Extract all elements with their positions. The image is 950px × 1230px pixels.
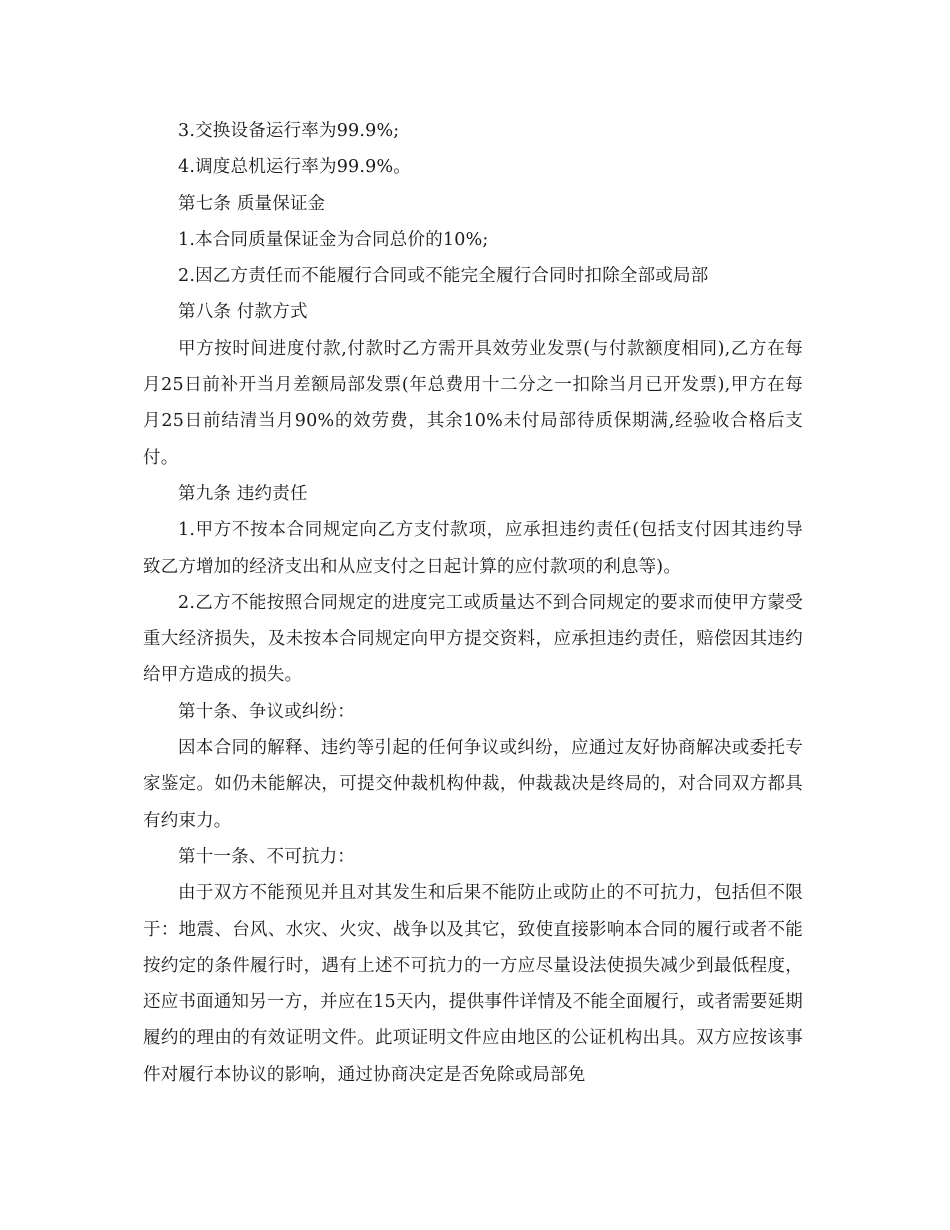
article-7-item-1: 1.本合同质量保证金为合同总价的10%; — [178, 229, 489, 250]
article-7-item-2: 2.因乙方责任而不能履行合同或不能完全履行合同时扣除全部或局部 — [178, 266, 709, 287]
article-9-heading: 第九条 违约责任 — [178, 483, 308, 504]
article-7-heading: 第七条 质量保证金 — [178, 193, 326, 214]
article-8-heading: 第八条 付款方式 — [178, 302, 308, 323]
article-9-item-2: 2.乙方不能按照合同规定的进度完工或质量达不到合同规定的要求而使甲方蒙受重大经济损失，及未按本合同规定向甲方提交资料，应承担违约责任，赔偿因其违约给甲方造成的损失。 — [143, 592, 803, 686]
article-11-heading: 第十一条、不可抗力： — [178, 846, 355, 867]
article-8-body: 甲方按时间进度付款,付款时乙方需开具效劳业发票(与付款额度相同),乙方在每月25日前补开当月差额局部发票(年总费用十二分之一扣除当月已开发票),甲方在每月25日前结清当月90%的效劳费，其余10%未付局部待质保期满,经验收合格后支付。 — [143, 338, 803, 468]
article-10-body: 因本合同的解释、违约等引起的任何争议或纠纷，应通过友好协商解决或委托专家鉴定。如仍未能解决，可提交仲裁机构仲裁，仲裁裁决是终局的，对合同双方都具有约束力。 — [143, 738, 803, 831]
article-9-item-1: 1.甲方不按本合同规定向乙方支付款项，应承担违约责任(包括支付因其违约导致乙方增加的经济支出和从应支付之日起计算的应付款项的利息等)。 — [143, 520, 803, 577]
article-11-body: 由于双方不能预见并且对其发生和后果不能防止或防止的不可抗力，包括但不限于：地震、台风、水灾、火灾、战争以及其它，致使直接影响本合同的履行或者不能按约定的条件履行时，遇有上述不可抗力的一方应尽量设法使损失减少到最低程度，还应书面通知另一方，并应在15天内，提供事件详情及不能全面履行，或者需要延期履约的理由的有效证明文件。此项证明文件应由地区的公证机构出具。双方应按该事件对履行本协议的影响，通过协商决定是否免除或局部免 — [143, 883, 803, 1085]
document-body — [143, 113, 803, 1093]
clause-item-3: 3.交换设备运行率为99.9%; — [178, 121, 400, 141]
clause-item-4: 4.调度总机运行率为99.9%。 — [178, 157, 411, 178]
article-10-heading: 第十条、争议或纠纷： — [178, 701, 355, 722]
